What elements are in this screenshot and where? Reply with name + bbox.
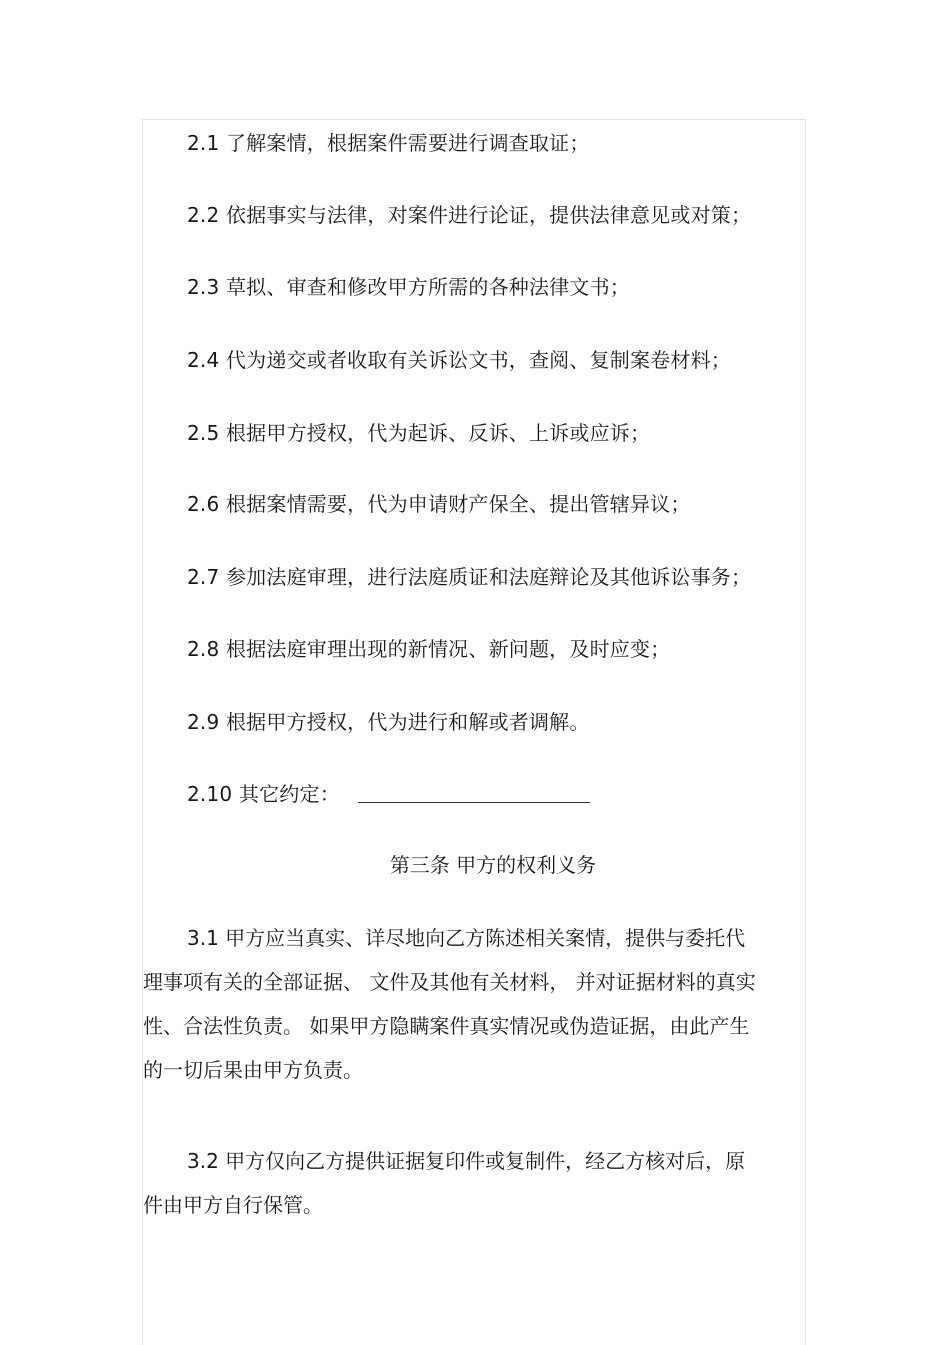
clause-2-5: 2.5 根据甲方授权，代为起诉、反诉、上诉或应诉； <box>187 421 651 445</box>
clause-2-6: 2.6 根据案情需要，代为申请财产保全、提出管辖异议； <box>187 492 691 516</box>
clause-3-2-line: 3.2 甲方仅向乙方提供证据复印件或复制件，经乙方核对后，原 <box>187 1149 746 1173</box>
clause-3-1-line: 3.1 甲方应当真实、详尽地向乙方陈述相关案情，提供与委托代 <box>187 926 746 950</box>
clause-3-1-line: 的一切后果由甲方负责。 <box>143 1058 363 1082</box>
clause-2-7: 2.7 参加法庭审理，进行法庭质证和法庭辩论及其他诉讼事务； <box>187 565 752 589</box>
clause-3-1 <box>143 916 803 1092</box>
clause-2-10-label: 2.10 其它约定： <box>187 782 340 806</box>
clause-3-2-line: 件由甲方自行保管。 <box>143 1193 323 1217</box>
fill-in-blank <box>358 801 590 803</box>
clause-2-2: 2.2 依据事实与法律，对案件进行论证，提供法律意见或对策； <box>187 203 752 227</box>
article-3-heading: 第三条 甲方的权利义务 <box>389 853 597 877</box>
clause-2-1: 2.1 了解案情，根据案件需要进行调查取证； <box>187 131 590 155</box>
clause-3-1-line: 理事项有关的全部证据、 文件及其他有关材料， 并对证据材料的真实 <box>143 970 756 994</box>
clause-2-4: 2.4 代为递交或者收取有关诉讼文书，查阅、复制案卷材料； <box>187 348 731 372</box>
clause-3-2 <box>143 1139 803 1227</box>
clause-3-1-line: 性、合法性负责。 如果甲方隐瞒案件真实情况或伪造证据，由此产生 <box>143 1014 750 1038</box>
clause-2-3: 2.3 草拟、审查和修改甲方所需的各种法律文书； <box>187 275 630 299</box>
clause-2-10 <box>187 781 590 807</box>
clause-2-8: 2.8 根据法庭审理出现的新情况、新问题，及时应变； <box>187 637 671 661</box>
clause-2-9: 2.9 根据甲方授权，代为进行和解或者调解。 <box>187 710 590 734</box>
